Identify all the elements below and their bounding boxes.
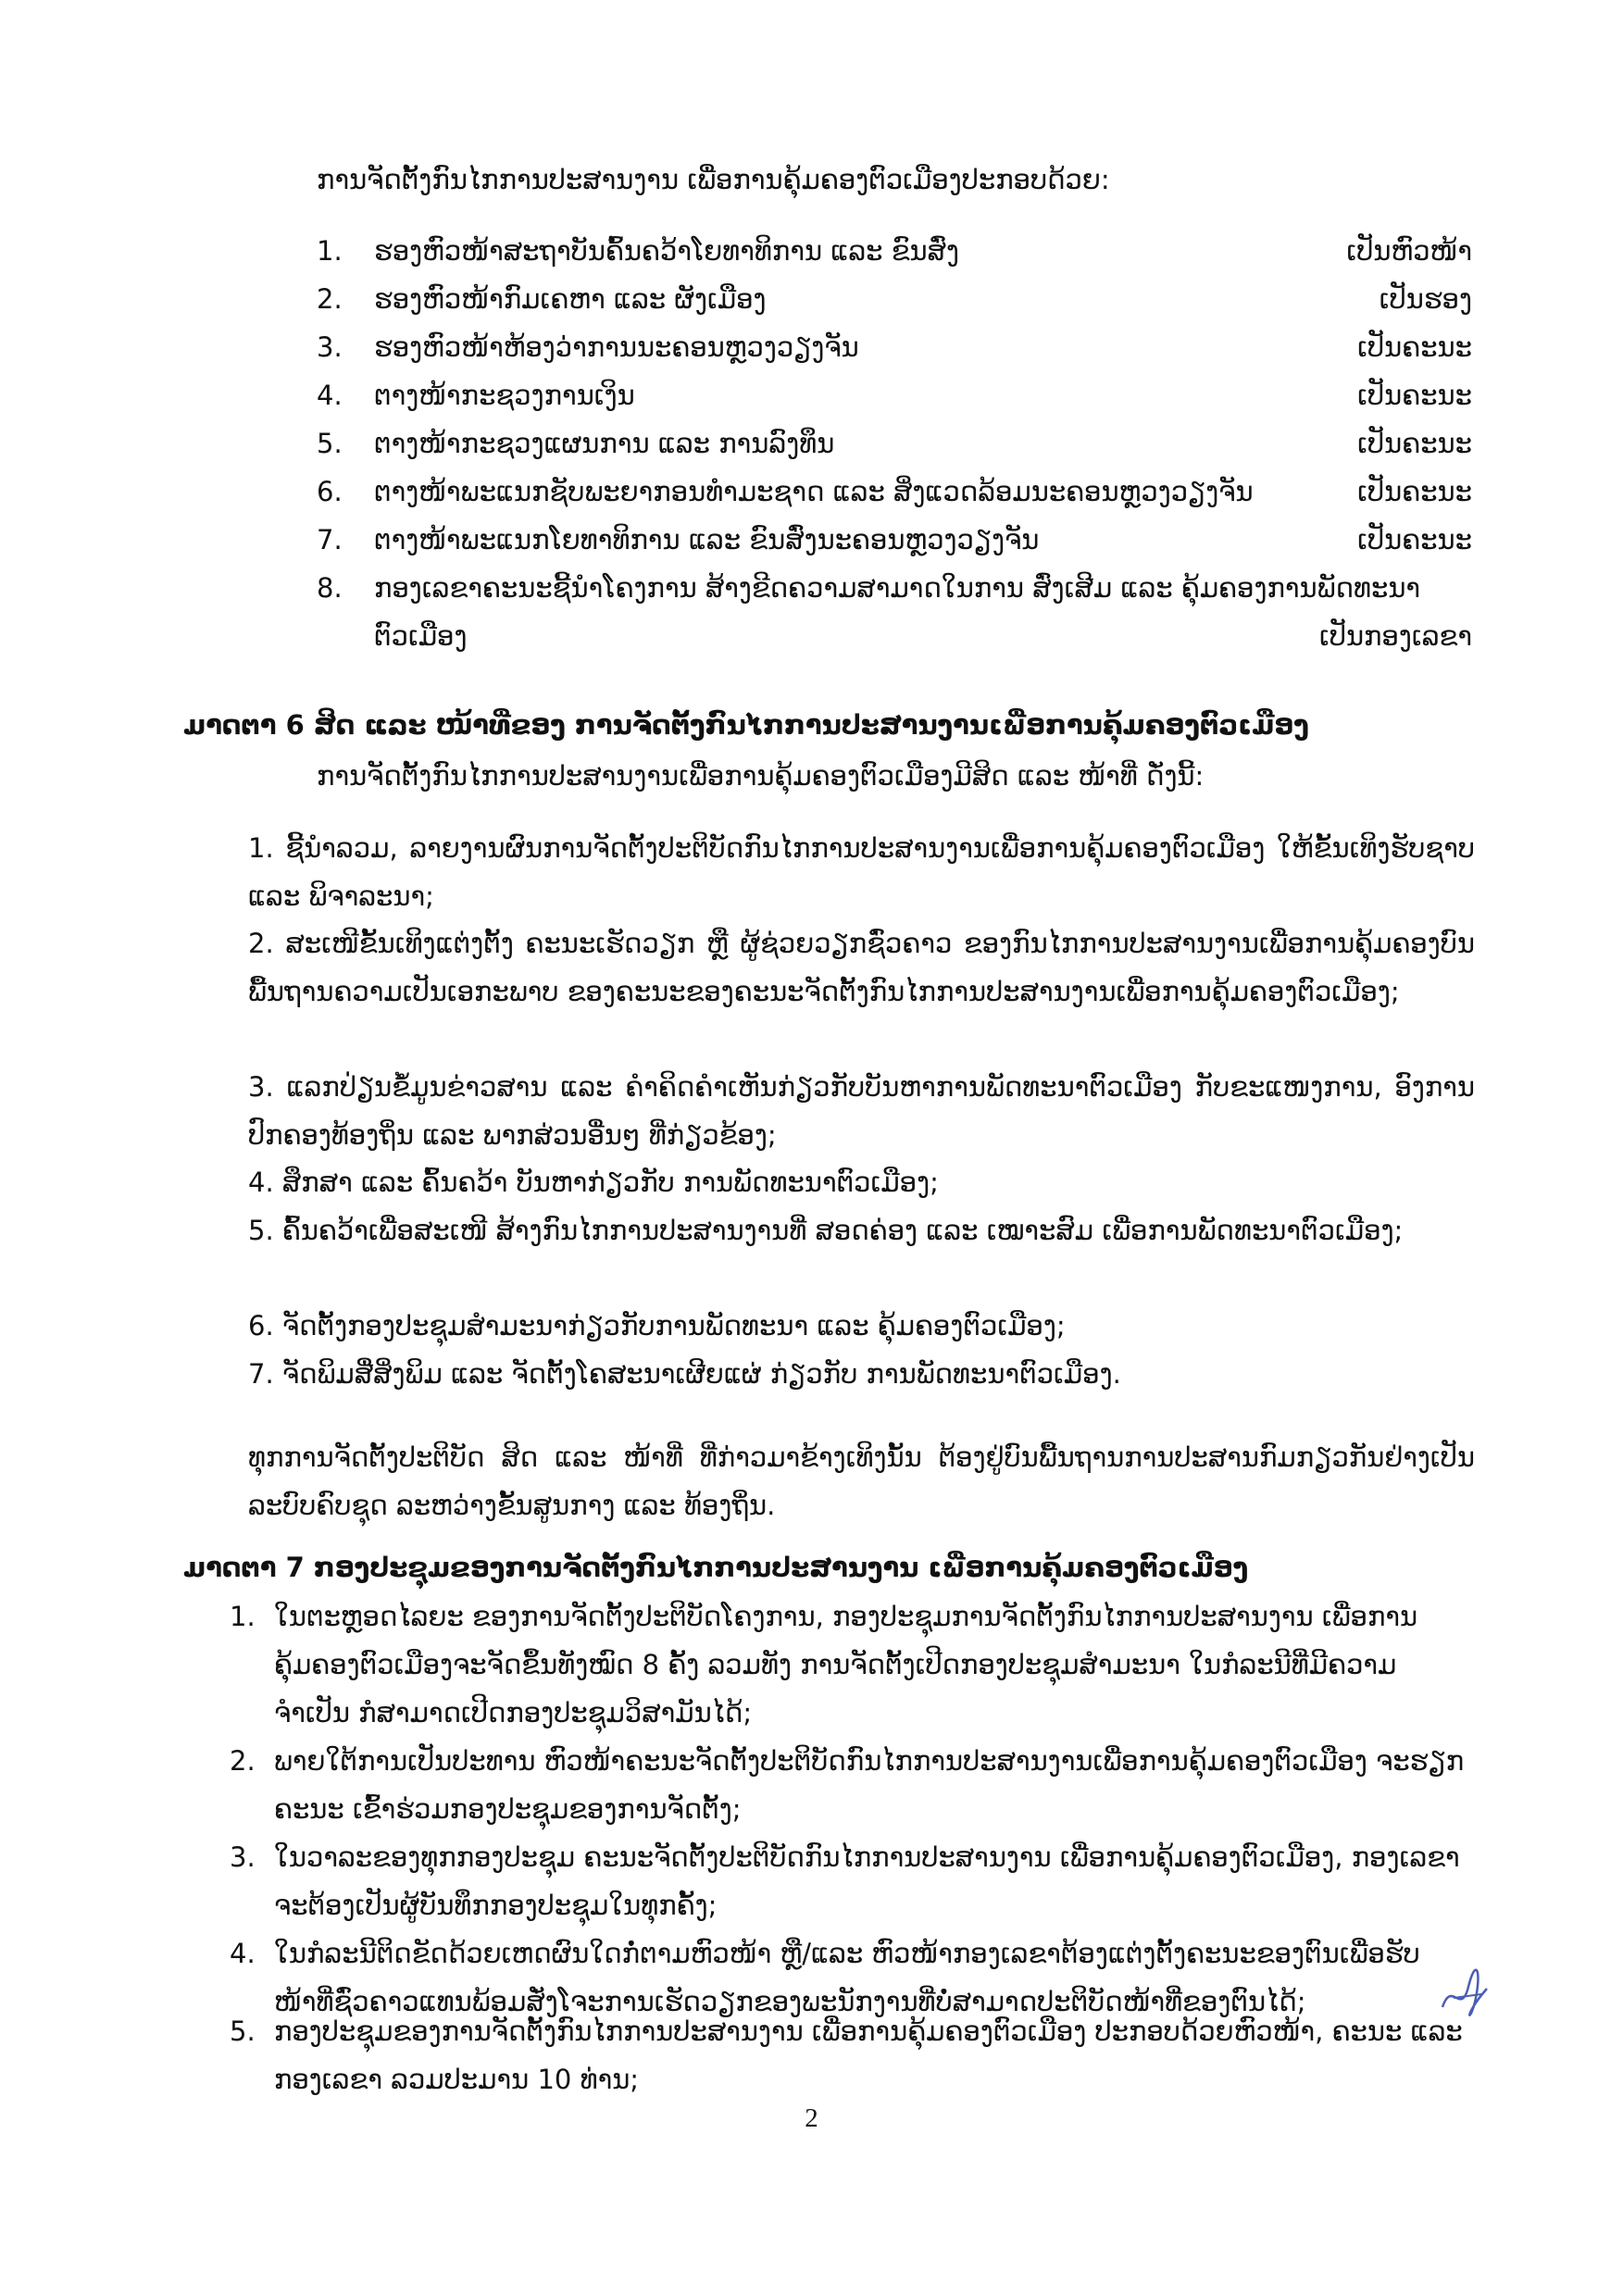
member-number: 6. bbox=[317, 476, 343, 507]
item-number: 2. bbox=[230, 1745, 256, 1777]
item-text: ໃນວາລະຂອງທຸກກອງປະຊຸມ ຄະນະຈັດຕັ້ງປະຕິບັດກົນໄກການປະສານງານ ເພື່ອການຄຸ້ມຄອງຕົວເມືອງ, ກອງເລຂາຈະຕ້ອງເປັນຜູ້ບັນທຶກກອງປະຊຸມໃນທຸກຄັ້ງ; bbox=[274, 1841, 1460, 1921]
item-text: ໃນຕະຫຼອດໄລຍະ ຂອງການຈັດຕັ້ງປະຕິບັດໂຄງການ, ກອງປະຊຸມການຈັດຕັ້ງກົນໄກການປະສານງານ ເພື່ອການຄຸ້ມຄອງຕົວເມືອງຈະຈັດຂຶ້ນທັງໝົດ 8 ຄັ້ງ ລວມທັງ ການຈັດຕັ້ງເປີດກອງປະຊຸມສຳມະນາ ໃນກໍລະນີທີ່ມີຄວາມຈຳເປັນ ກໍສາມາດເປີດກອງປະຊຸມວິສາມັນໄດ້; bbox=[274, 1601, 1418, 1728]
member-item-8 bbox=[317, 564, 1472, 612]
article-6-item-1: 1. ຊີ້ນຳລວມ, ລາຍງານຜົນການຈັດຕັ້ງປະຕິບັດກົນໄກການປະສານງານເພື່ອການຄຸ້ມຄອງຕົວເມືອງ ໃຫ້ຂັ້ນເທິງຮັບຊາບ ແລະ ພິຈາລະນາ; bbox=[248, 832, 1475, 912]
article-7-heading: ມາດຕາ 7 ກອງປະຊຸມຂອງການຈັດຕັ້ງກົນໄກການປະສານງານ ເພື່ອການຄຸ້ມຄອງຕົວເມືອງ bbox=[183, 1552, 1249, 1583]
item-text: ກອງປະຊຸມຂອງການຈັດຕັ້ງກົນໄກການປະສານງານ ເພື່ອການຄຸ້ມຄອງຕົວເມືອງ ປະກອບດ້ວຍຫົວໜ້າ, ຄະນະ ແລະ ກອງເລຂາ ລວມປະມານ 10 ທ່ານ; bbox=[274, 2015, 1463, 2095]
item-number: 3. bbox=[230, 1841, 256, 1873]
member-role: ເປັນຄະນະ bbox=[1357, 428, 1472, 459]
member-number: 2. bbox=[317, 283, 343, 315]
member-role: ເປັນຄະນະ bbox=[1357, 476, 1472, 507]
member-text: ຕົວເມືອງ bbox=[374, 620, 468, 652]
member-number: 8. bbox=[317, 572, 343, 604]
intro-text: ການຈັດຕັ້ງກົນໄກການປະສານງານ ເພື່ອການຄຸ້ມຄອງຕົວເມືອງປະກອບດ້ວຍ: bbox=[317, 164, 1110, 195]
article-6-item-3: 3. ແລກປ່ຽນຂໍ້ມູນຂ່າວສານ ແລະ ຄຳຄິດຄຳເຫັນກ່ຽວກັບບັນຫາການພັດທະນາຕົວເມືອງ ກັບຂະແໜງການ, ອົງການປົກຄອງທ້ອງຖິ່ນ ແລະ ພາກສ່ວນອື່ນໆ ທີ່ກ່ຽວຂ້ອງ; bbox=[248, 1071, 1475, 1151]
member-item-4 bbox=[317, 371, 1472, 419]
member-text: ຮອງຫົວໜ້າກົມເຄຫາ ແລະ ຜັງເມືອງ bbox=[374, 283, 767, 315]
item-number: 5. bbox=[230, 2015, 256, 2047]
member-number: 4. bbox=[317, 380, 343, 411]
member-text: ຕາງໜ້າພະແນກຊັບພະຍາກອນທຳມະຊາດ ແລະ ສິ່ງແວດລ້ອມນະຄອນຫຼວງວຽງຈັນ bbox=[374, 476, 1254, 507]
item-text: ພາຍໃຕ້ການເປັນປະທານ ຫົວໜ້າຄະນະຈັດຕັ້ງປະຕິບັດກົນໄກການປະສານງານເພື່ອການຄຸ້ມຄອງຕົວເມືອງ ຈະຮຽກຄະນະ ເຂົ້າຮ່ວມກອງປະຊຸມຂອງການຈັດຕັ້ງ; bbox=[274, 1745, 1465, 1825]
item-text: ໃນກໍລະນີຕິດຂັດດ້ວຍເຫດຜົນໃດກໍ່ຕາມຫົວໜ້າ ຫຼື/ແລະ ຫົວໜ້າກອງເລຂາຕ້ອງແຕ່ງຕັ້ງຄະນະຂອງຕົນເພື່ອຮັບໜ້າທີ່ຊົ່ວຄາວແທນພ້ອມສັ່ງໂຈະການເຮັດວຽກຂອງພະນັກງານທີ່ບໍ່ສາມາດປະຕິບັດໜ້າທີ່ຂອງຕົນໄດ້; bbox=[274, 1938, 1420, 2017]
member-item-5 bbox=[317, 419, 1472, 468]
member-item-1 bbox=[317, 227, 1472, 275]
member-number: 1. bbox=[317, 235, 343, 267]
member-number: 3. bbox=[317, 331, 343, 363]
article-6-item-5: 5. ຄົ້ນຄວ້າເພື່ອສະເໜີ ສ້າງກົນໄກການປະສານງານທີ່ ສອດຄ່ອງ ແລະ ເໝາະສົມ ເພື່ອການພັດທະນາຕົວເມືອງ; bbox=[248, 1215, 1404, 1246]
member-text: ຕາງໜ້າກະຊວງແຜນການ ແລະ ການລົງທຶນ bbox=[374, 428, 835, 459]
member-role: ເປັນຄະນະ bbox=[1357, 331, 1472, 363]
page-number: 2 bbox=[805, 2103, 818, 2133]
article-6-item-4: 4. ສຶກສາ ແລະ ຄົ້ນຄວ້າ ບັນຫາກ່ຽວກັບ ການພັດທະນາຕົວເມືອງ; bbox=[248, 1167, 939, 1198]
article-6-heading: ມາດຕາ 6 ສິດ ແລະ ໜ້າທີ່ຂອງ ການຈັດຕັ້ງກົນໄກການປະສານງານເພື່ອການຄຸ້ມຄອງຕົວເມືອງ bbox=[183, 709, 1309, 741]
member-item-7 bbox=[317, 516, 1472, 564]
member-text: ກອງເລຂາຄະນະຊີ້ນຳໂຄງການ ສ້າງຂີດຄວາມສາມາດໃນການ ສົ່ງເສີມ ແລະ ຄຸ້ມຄອງການພັດທະນາ bbox=[374, 572, 1421, 604]
item-number: 4. bbox=[230, 1938, 256, 1969]
article-6-item-7: 7. ຈັດພິມສື່ສິ່ງພິມ ແລະ ຈັດຕັ້ງໂຄສະນາເຜີຍແຜ່ ກ່ຽວກັບ ການພັດທະນາຕົວເມືອງ. bbox=[248, 1358, 1121, 1390]
signature-mark bbox=[1433, 1961, 1498, 2026]
member-role: ເປັນຄະນະ bbox=[1357, 524, 1472, 555]
member-text: ຕາງໜ້າກະຊວງການເງິນ bbox=[374, 380, 635, 411]
article-6-item-2: 2. ສະເໜີຂັ້ນເທິງແຕ່ງຕັ້ງ ຄະນະເຮັດວຽກ ຫຼື ຜູ້ຊ່ວຍວຽກຊົ່ວຄາວ ຂອງກົນໄກການປະສານງານເພື່ອການຄຸ້ມຄອງບົນພື້ນຖານຄວາມເປັນເອກະພາບ ຂອງຄະນະຂອງຄະນະຈັດຕັ້ງກົນໄກການປະສານງານເພື່ອການຄຸ້ມຄອງຕົວເມືອງ; bbox=[248, 928, 1475, 1007]
article-6-item-6: 6. ຈັດຕັ້ງກອງປະຊຸມສຳມະນາກ່ຽວກັບການພັດທະນາ ແລະ ຄຸ້ມຄອງຕົວເມືອງ; bbox=[248, 1310, 1066, 1341]
member-text: ຕາງໜ້າພະແນກໂຍທາທິການ ແລະ ຂົນສົ່ງນະຄອນຫຼວງວຽງຈັນ bbox=[374, 524, 1040, 555]
member-number: 5. bbox=[317, 428, 343, 459]
member-item-3 bbox=[317, 323, 1472, 371]
article-6-intro: ການຈັດຕັ້ງກົນໄກການປະສານງານເພື່ອການຄຸ້ມຄອງຕົວເມືອງມີສິດ ແລະ ໜ້າທີ່ ດັ່ງນີ້: bbox=[317, 760, 1205, 792]
member-role: ເປັນຫົວໜ້າ bbox=[1346, 235, 1472, 267]
member-role: ເປັນຮອງ bbox=[1379, 283, 1472, 315]
member-role: ເປັນຄະນະ bbox=[1357, 380, 1472, 411]
article-6-closing: ທຸກການຈັດຕັ້ງປະຕິບັດ ສິດ ແລະ ໜ້າທີ່ ທີ່ກ່າວມາຂ້າງເທິງນັ້ນ ຕ້ອງຢູ່ບົນພື້ນຖານການປະສານກົມກຽວກັນຢ່າງເປັນລະບົບຄົບຊຸດ ລະຫວ່າງຂັ້ນສູນກາງ ແລະ ທ້ອງຖິ່ນ. bbox=[248, 1441, 1475, 1521]
member-text: ຮອງຫົວໜ້າສະຖາບັນຄົ້ນຄວ້າໂຍທາທິການ ແລະ ຂົນສົ່ງ bbox=[374, 235, 960, 267]
member-role: ເປັນກອງເລຂາ bbox=[1318, 620, 1472, 652]
member-item-2 bbox=[317, 275, 1472, 323]
member-item-6 bbox=[317, 468, 1472, 516]
item-number: 1. bbox=[230, 1601, 256, 1632]
member-item-8-continued bbox=[374, 612, 1472, 660]
member-text: ຮອງຫົວໜ້າຫ້ອງວ່າການນະຄອນຫຼວງວຽງຈັນ bbox=[374, 331, 859, 363]
member-number: 7. bbox=[317, 524, 343, 555]
